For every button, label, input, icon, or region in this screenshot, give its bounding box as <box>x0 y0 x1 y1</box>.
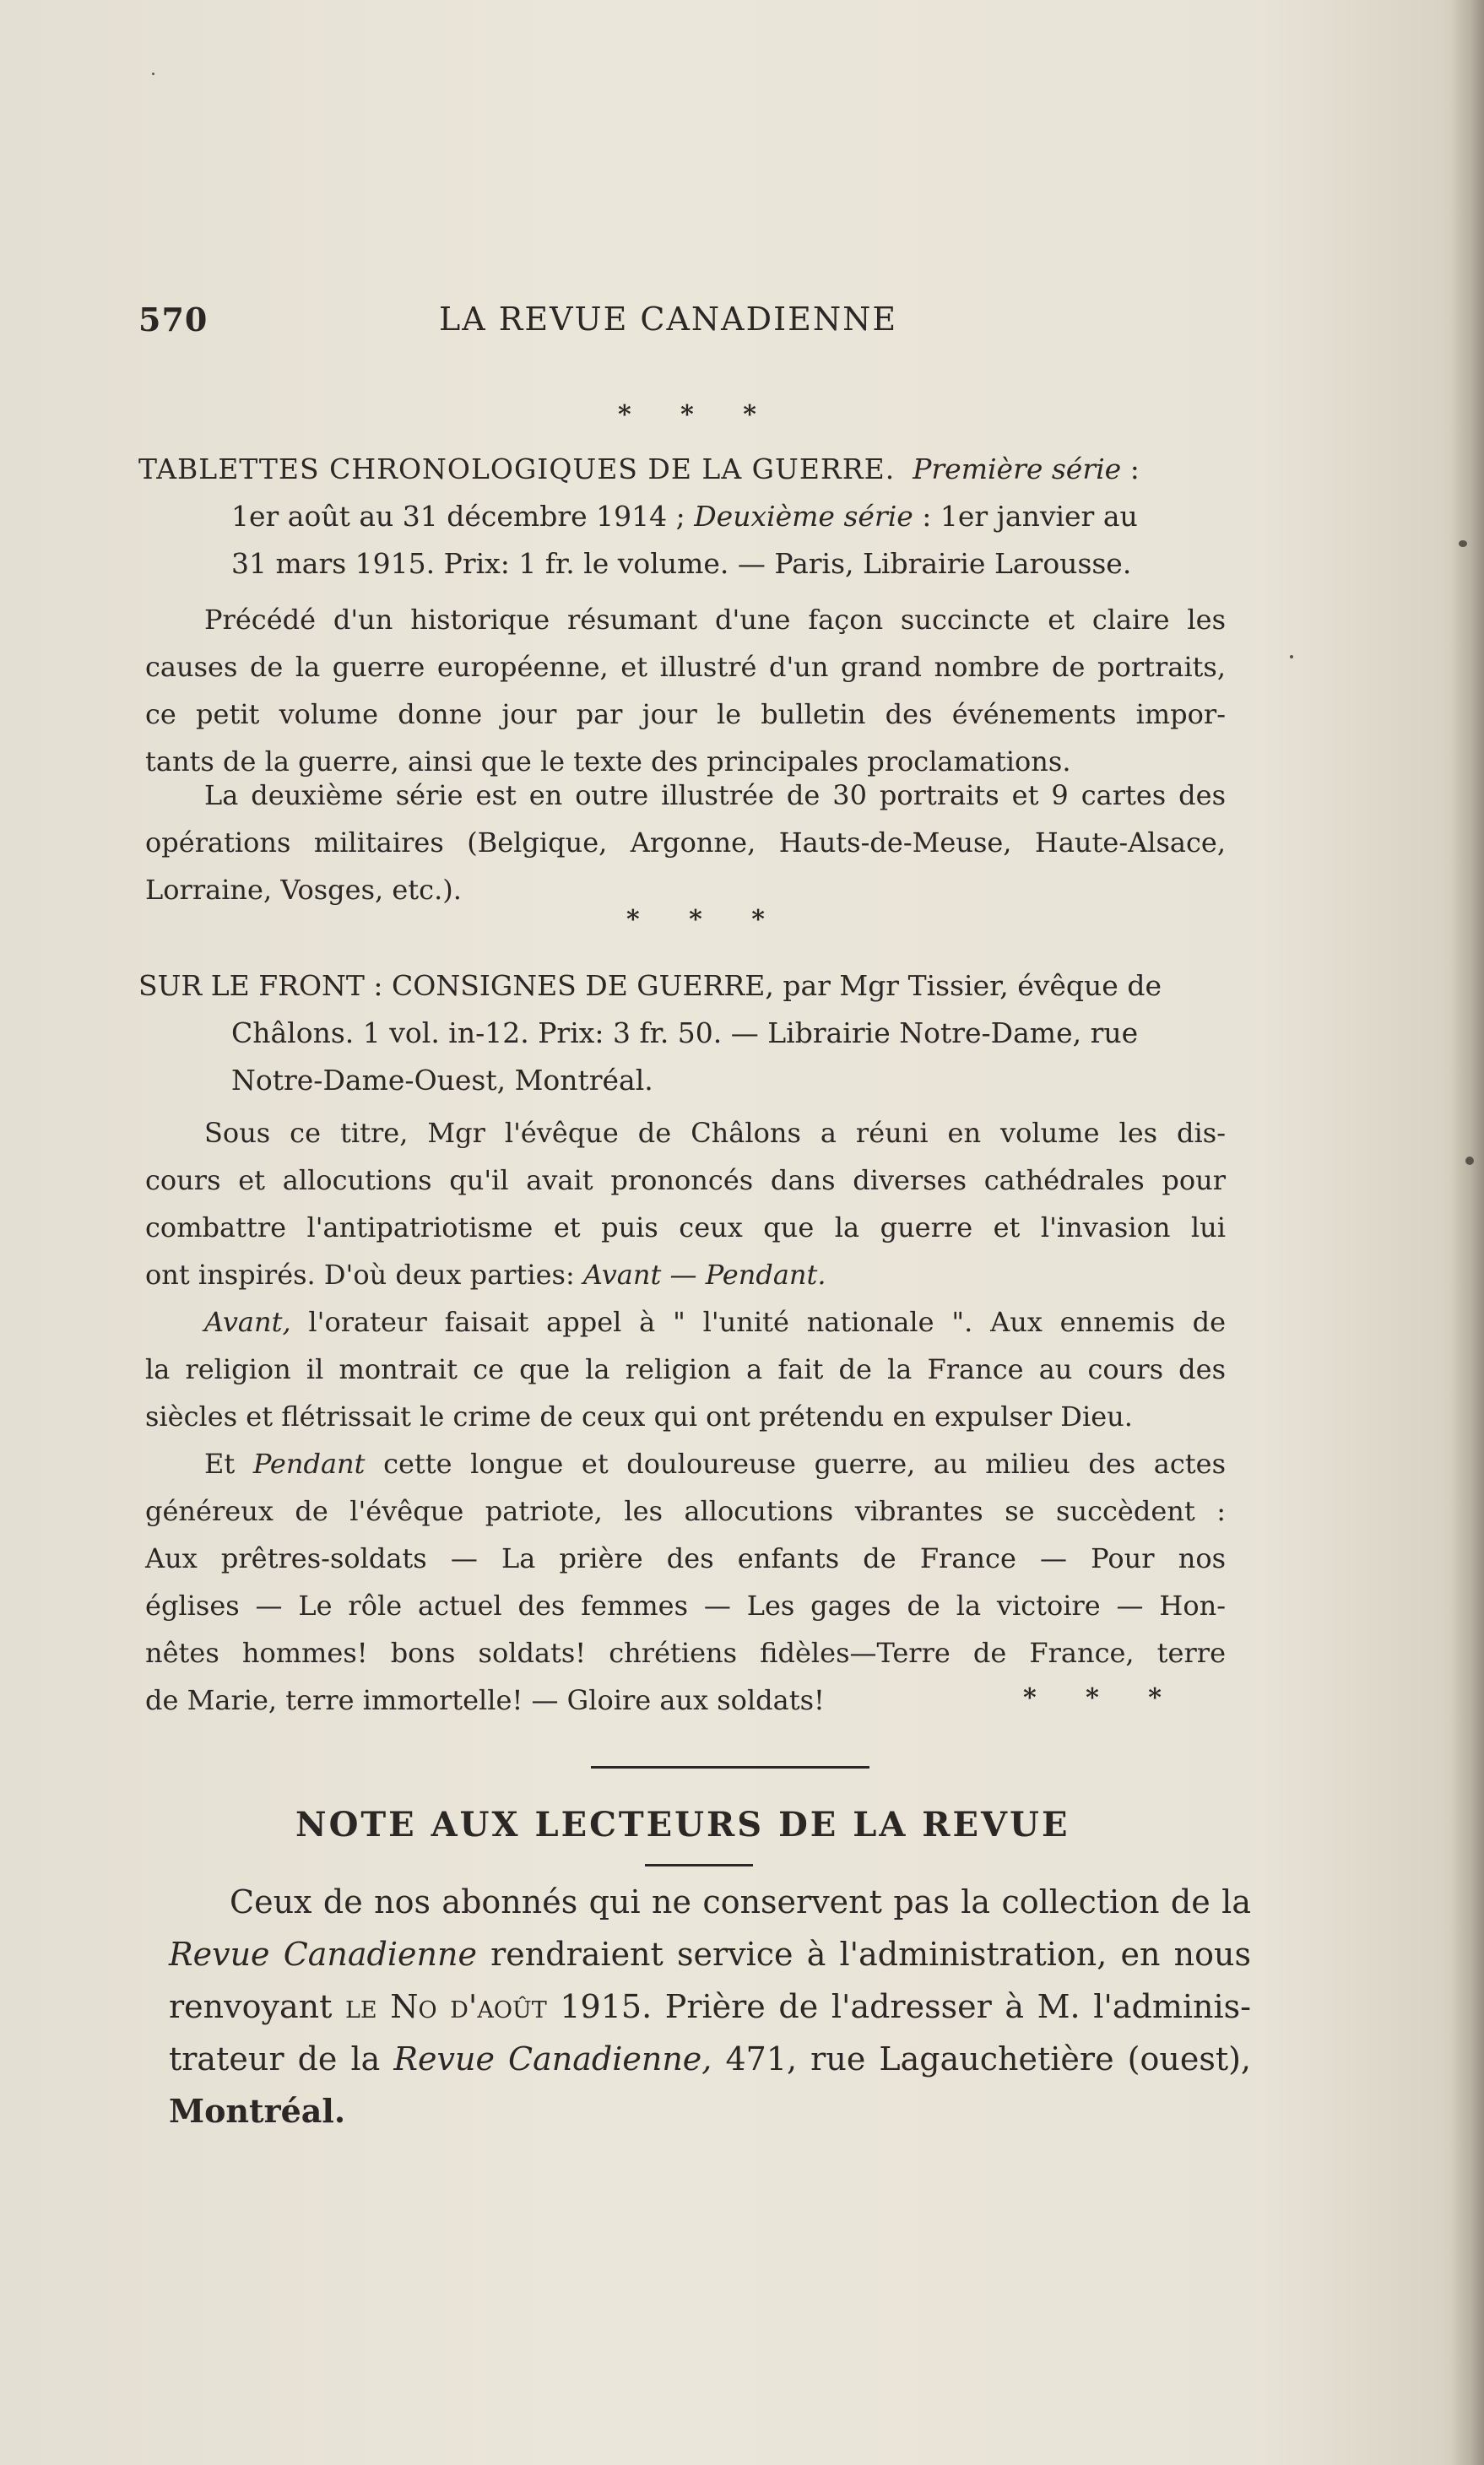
text-fragment: renvoyant <box>169 1988 345 2025</box>
text-fragment: 1915. Prière de l'adresser à M. l'adminis- <box>546 1988 1251 2025</box>
text-line: Lorraine, Vosges, etc.). <box>145 874 462 906</box>
text-line: siècles et flétrissait le crime de ceux qui ont prétendu en expulser Dieu. <box>145 1400 1133 1433</box>
separator-stars: * * * <box>1023 1683 1182 1713</box>
text-line: combattre l'antipatriotisme et puis ceux que la guerre et l'invasion lui <box>145 1211 1226 1243</box>
text-line: tants de la guerre, ainsi que le texte des principales proclamations. <box>145 745 1071 777</box>
entry-heading-tablettes <box>138 446 1219 588</box>
text-line: églises — Le rôle actuel des femmes — Les gages de la victoire — Hon- <box>145 1590 1226 1622</box>
series-label: Deuxième série <box>694 500 913 533</box>
italic-fragment: Avant, <box>204 1306 291 1338</box>
text-line <box>169 1928 1251 1980</box>
dates-text: 1er août au 31 décembre 1914 ; <box>231 500 695 533</box>
page-edge-shadow <box>1450 0 1484 2465</box>
entry-paragraph <box>145 1109 1226 1298</box>
italic-fragment: Pendant <box>252 1448 366 1480</box>
entry-heading-line: 31 mars 1915. Prix: 1 fr. le volume. — Paris, Librairie Larousse. <box>231 547 1132 580</box>
text-line <box>145 1440 1226 1487</box>
page-number: 570 <box>138 301 209 339</box>
text-line: Aux prêtres-soldats — La prière des enfants de France — Pour nos <box>145 1542 1226 1574</box>
text-fragment: rendraient service à l'administration, en nous <box>476 1936 1251 1973</box>
entry-heading-line: Notre-Dame-Ouest, Montréal. <box>231 1064 653 1097</box>
text-line: opérations militaires (Belgique, Argonne, Hauts-de-Meuse, Haute-Alsace, <box>145 826 1226 859</box>
entry-heading-line: SUR LE FRONT : CONSIGNES DE GUERRE, par Mgr Tissier, évêque de <box>138 969 1162 1002</box>
series-label: Première série <box>913 452 1122 485</box>
italic-fragment: Avant — Pendant. <box>582 1259 826 1291</box>
entry-heading-line <box>138 446 1219 493</box>
paper-speck <box>1290 655 1293 658</box>
text-fragment: 471, rue Lagauchetière (ouest), <box>712 2040 1251 2078</box>
text-line <box>145 1251 1226 1298</box>
colon: : <box>1121 452 1140 485</box>
text-fragment: trateur de la <box>169 2040 394 2078</box>
paper-speck <box>1465 1157 1474 1165</box>
notice-title: NOTE AUX LECTEURS DE LA REVUE <box>295 1805 1070 1845</box>
text-line: Montréal. <box>169 2092 346 2130</box>
notice-body <box>169 1876 1251 2137</box>
entry-heading-sur-le-front <box>138 962 1219 1104</box>
paper-speck <box>152 73 154 75</box>
text-line <box>169 1980 1251 2033</box>
dates-text: : 1er janvier au <box>913 500 1138 533</box>
text-line: Précédé d'un historique résumant d'une façon succincte et claire les <box>204 604 1226 636</box>
page-header <box>138 301 983 351</box>
text-line: causes de la guerre européenne, et illustré d'un grand nombre de portraits, <box>145 651 1226 683</box>
text-line: ce petit volume donne jour par jour le bulletin des événements impor- <box>145 698 1226 730</box>
text-fragment: cette longue et douloureuse guerre, au milieu des actes <box>365 1448 1227 1480</box>
text-line: nêtes hommes! bons soldats! chrétiens fidèles—Terre de France, terre <box>145 1637 1226 1669</box>
text-fragment: l'orateur faisait appel à " l'unité nationale ". Aux ennemis de <box>290 1306 1226 1338</box>
entry-paragraph <box>145 596 1226 785</box>
text-fragment: ont inspirés. D'où deux parties: <box>145 1259 583 1291</box>
italic-fragment: Revue Canadienne, <box>393 2040 712 2078</box>
text-fragment: Et <box>204 1448 253 1480</box>
entry-paragraph <box>145 1440 1226 1724</box>
entry-heading-line: Châlons. 1 vol. in-12. Prix: 3 fr. 50. — Librairie Notre-Dame, rue <box>231 1016 1139 1049</box>
notice-top-rule <box>591 1766 869 1769</box>
entry-heading-line <box>138 493 1219 540</box>
text-line: Ceux de nos abonnés qui ne conservent pas la collection de la <box>230 1883 1251 1921</box>
italic-fragment: Revue Canadienne <box>169 1936 477 1973</box>
text-line: cours et allocutions qu'il avait prononcés dans diverses cathédrales pour <box>145 1164 1226 1196</box>
text-line: Sous ce titre, Mgr l'évêque de Châlons a réuni en volume les dis- <box>204 1117 1226 1149</box>
entry-paragraph <box>145 772 1226 913</box>
text-line: généreux de l'évêque patriote, les allocutions vibrantes se succèdent : <box>145 1495 1226 1527</box>
running-title: LA REVUE CANADIENNE <box>439 301 898 338</box>
text-line: de Marie, terre immortelle! — Gloire aux soldats! <box>145 1684 825 1716</box>
entry-paragraph <box>145 1298 1226 1440</box>
entry-title: TABLETTES CHRONOLOGIQUES DE LA GUERRE. <box>138 452 896 485</box>
text-line <box>169 2033 1251 2085</box>
notice-underline <box>645 1864 753 1866</box>
text-line <box>145 1298 1226 1346</box>
text-line: la religion il montrait ce que la religion a fait de la France au cours des <box>145 1353 1226 1385</box>
paper-speck <box>1459 540 1467 547</box>
separator-stars: * * * <box>618 400 777 430</box>
text-line: La deuxième série est en outre illustrée de 30 portraits et 9 cartes des <box>204 779 1226 811</box>
small-caps-fragment: le No d'août <box>344 1988 547 2025</box>
separator-stars: * * * <box>626 905 785 935</box>
